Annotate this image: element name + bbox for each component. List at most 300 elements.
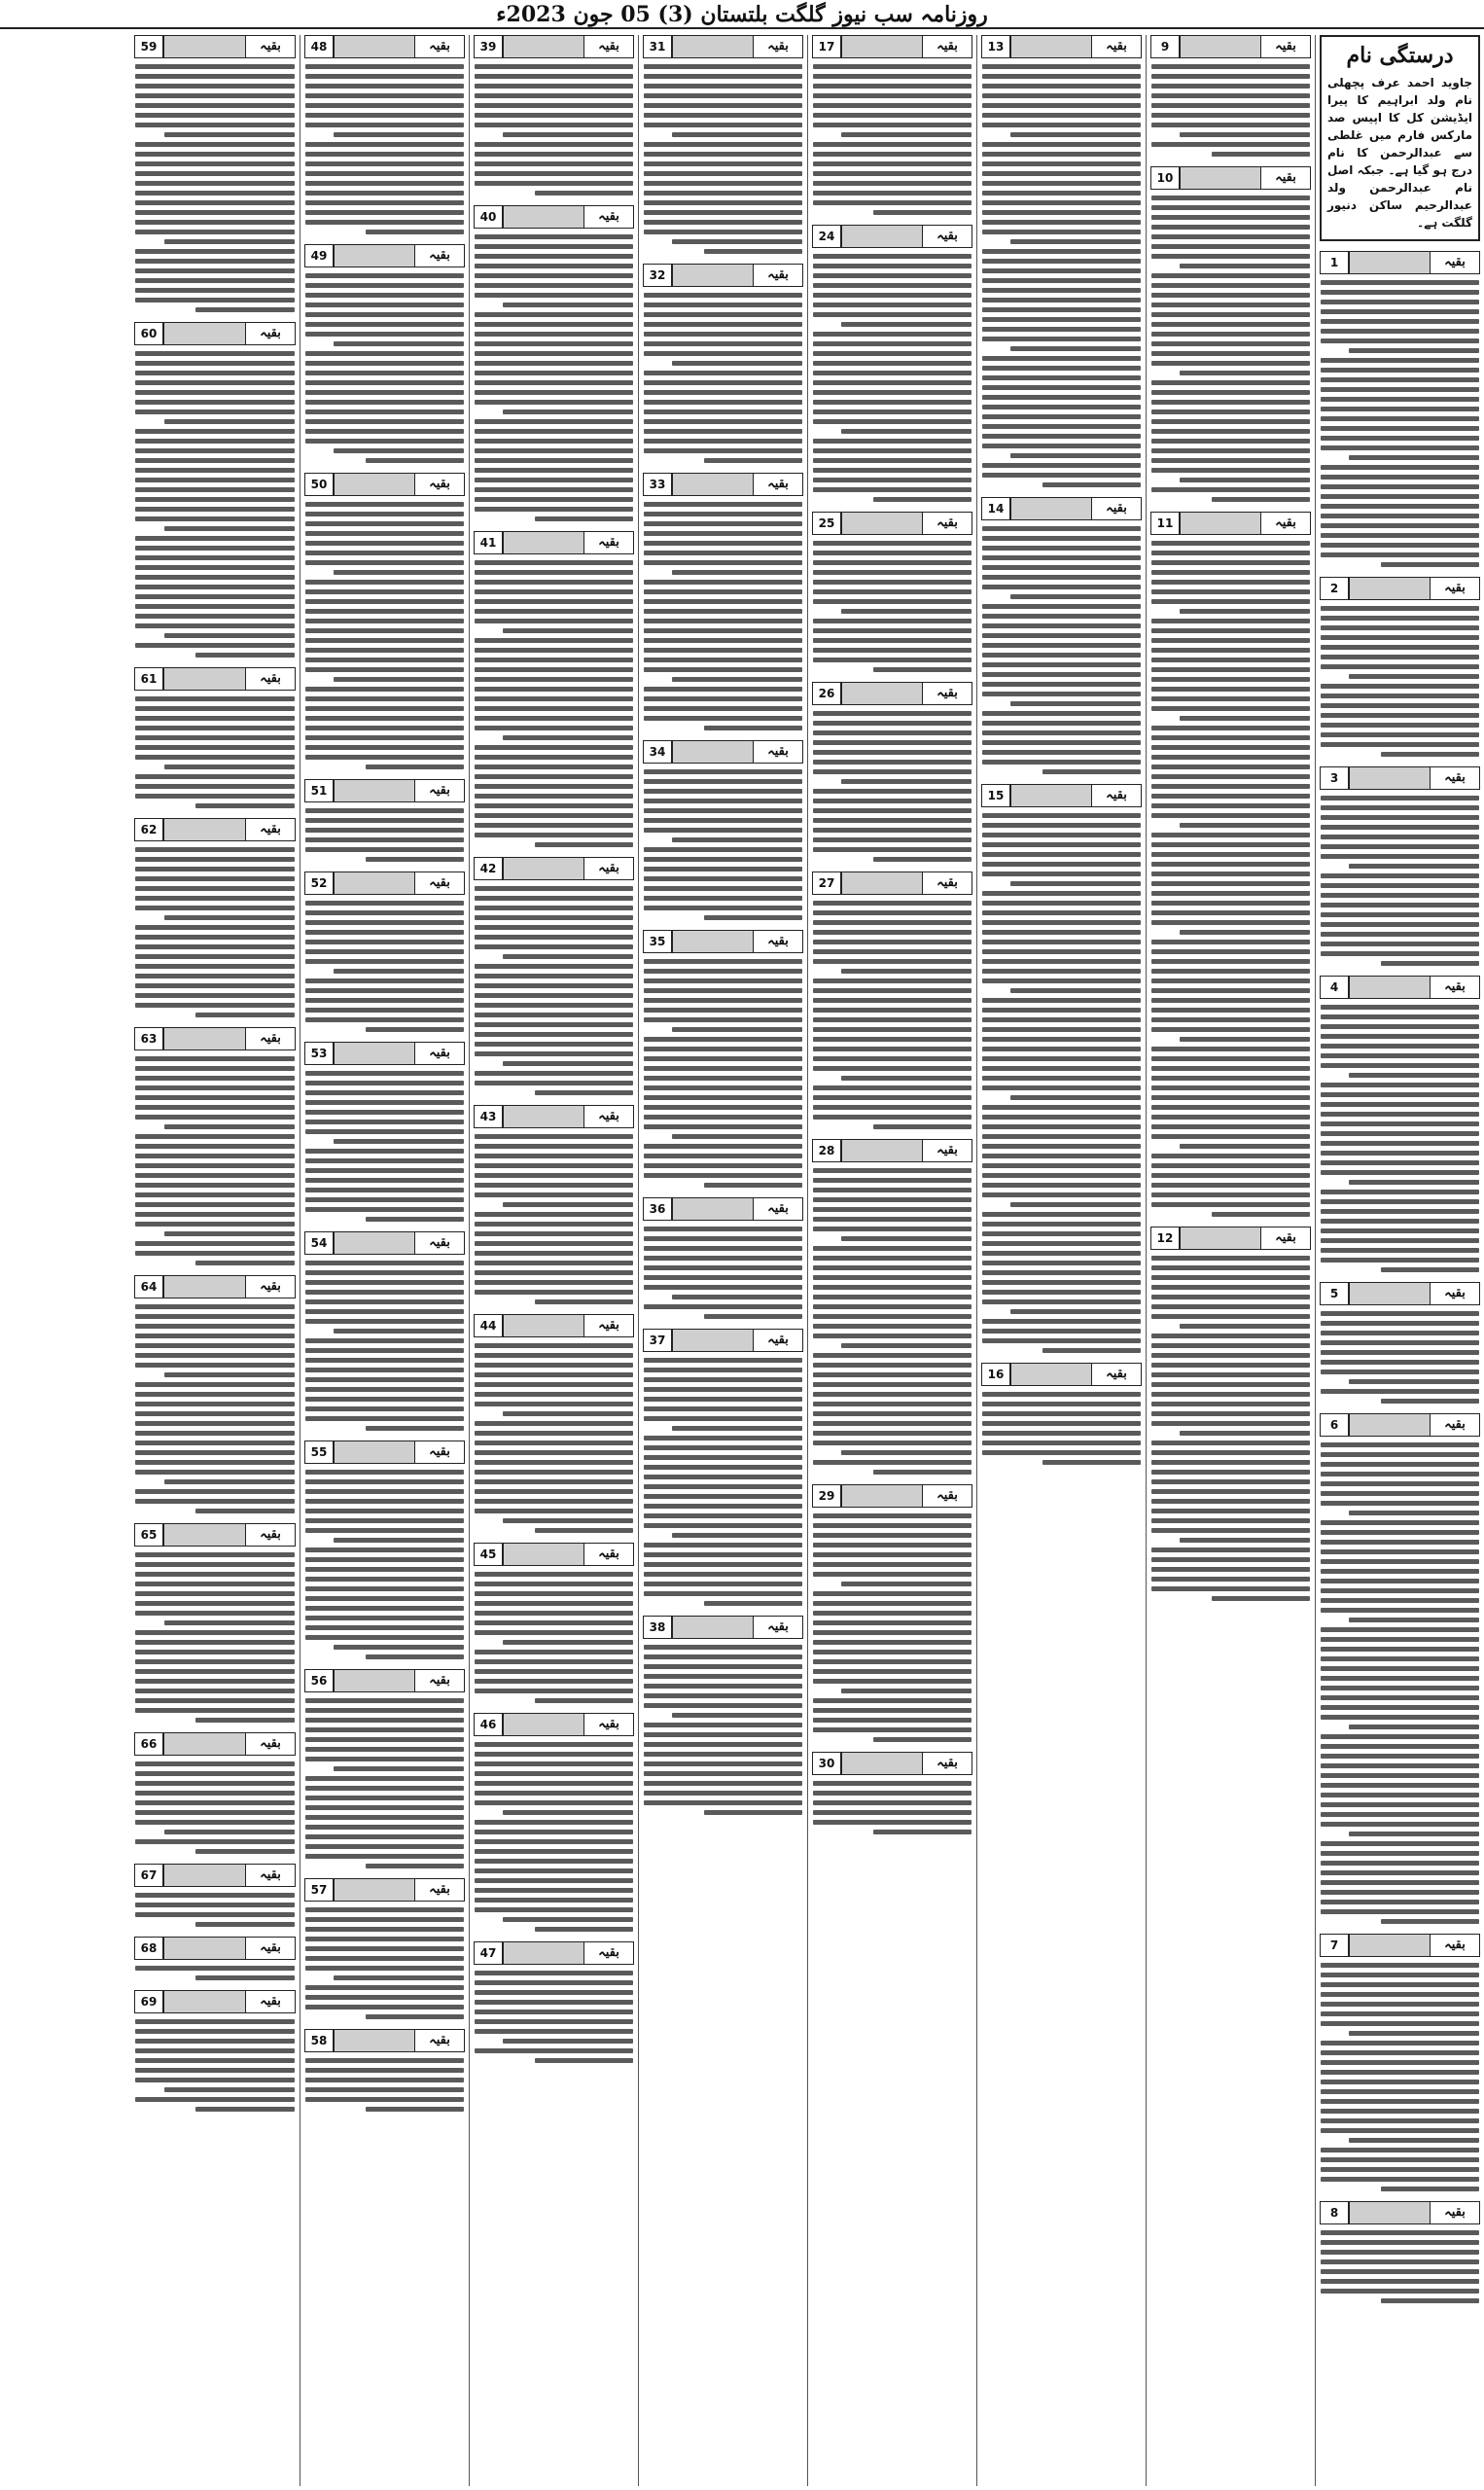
text-line	[813, 273, 972, 278]
text-line	[475, 803, 633, 808]
story-continuation	[474, 1543, 634, 1705]
story-header-bar	[672, 264, 753, 287]
story-continuation	[134, 1275, 296, 1515]
story-text-block	[474, 62, 634, 197]
text-line	[1151, 390, 1310, 395]
text-line	[982, 682, 1141, 687]
text-line	[644, 1056, 802, 1061]
text-line	[813, 978, 972, 983]
text-line	[1151, 988, 1310, 993]
text-line	[982, 64, 1141, 69]
text-line	[305, 1718, 464, 1723]
story-label: بقیہ	[1430, 766, 1480, 790]
text-line	[982, 662, 1141, 667]
text-line	[305, 84, 464, 89]
text-line	[1381, 2187, 1479, 2191]
text-line	[135, 1499, 295, 1504]
story-text-block	[134, 1964, 296, 1982]
text-line	[475, 1971, 633, 1975]
story-header	[304, 1042, 465, 1065]
text-line	[305, 1129, 464, 1134]
text-line	[1151, 687, 1310, 692]
story-text-block	[1320, 1003, 1480, 1274]
text-line	[135, 886, 295, 891]
text-line	[135, 1800, 295, 1805]
text-line	[982, 249, 1141, 254]
text-line	[1151, 113, 1310, 118]
story-number: 36	[643, 1197, 672, 1221]
text-line	[813, 1168, 972, 1173]
text-line	[135, 1650, 295, 1654]
text-line	[644, 1227, 802, 1231]
text-line	[1321, 1340, 1479, 1345]
text-line	[1151, 862, 1310, 867]
text-line	[164, 239, 295, 244]
text-line	[644, 171, 802, 176]
text-line	[366, 765, 464, 769]
text-line	[305, 142, 464, 147]
text-line	[1151, 1192, 1310, 1197]
text-line	[1321, 1754, 1479, 1759]
text-line	[813, 1523, 972, 1528]
text-line	[813, 1363, 972, 1368]
text-line	[135, 944, 295, 949]
text-line	[982, 833, 1141, 837]
text-line	[1321, 2240, 1479, 2245]
text-line	[644, 351, 802, 356]
text-line	[305, 2087, 464, 2092]
text-line	[305, 1547, 464, 1552]
text-line	[135, 113, 295, 118]
text-line	[813, 1066, 972, 1071]
story-label: بقیہ	[753, 473, 803, 496]
text-line	[1321, 796, 1479, 800]
text-line	[135, 1441, 295, 1445]
text-line	[1321, 1890, 1479, 1895]
text-line	[644, 779, 802, 784]
text-line	[475, 1212, 633, 1217]
story-header-bar	[334, 1042, 414, 1065]
text-line	[1151, 1489, 1310, 1494]
text-line	[1321, 2157, 1479, 2162]
story-continuation	[1150, 1227, 1311, 1603]
story-label: بقیہ	[414, 1669, 465, 1692]
text-line	[135, 1761, 295, 1766]
story-header-bar	[1349, 251, 1430, 274]
text-line	[704, 1314, 802, 1319]
text-line	[475, 1859, 633, 1864]
text-line	[1321, 732, 1479, 737]
text-line	[982, 123, 1141, 127]
text-line	[982, 395, 1141, 400]
text-line	[813, 648, 972, 653]
text-line	[135, 1163, 295, 1168]
story-number: 60	[134, 322, 163, 345]
text-line	[813, 74, 972, 79]
text-line	[535, 842, 633, 847]
text-line	[873, 1470, 972, 1475]
text-line	[982, 181, 1141, 186]
story-header	[134, 1523, 296, 1547]
text-line	[475, 1051, 633, 1056]
story-header-bar	[334, 779, 414, 802]
text-line	[813, 901, 972, 906]
text-line	[164, 132, 295, 137]
text-line	[704, 726, 802, 730]
story-header-bar	[334, 473, 414, 496]
text-line	[1151, 1411, 1310, 1416]
text-line	[813, 181, 972, 186]
text-line	[135, 1353, 295, 1358]
story-header-bar	[334, 1441, 414, 1464]
text-line	[1321, 1121, 1479, 1126]
text-line	[475, 1470, 633, 1475]
text-line	[982, 862, 1141, 867]
story-header	[134, 1990, 296, 2013]
story-label: بقیہ	[245, 1027, 296, 1050]
story-header-bar	[334, 35, 414, 58]
text-line	[813, 638, 972, 643]
text-line	[1321, 1900, 1479, 1904]
text-line	[535, 1927, 633, 1932]
text-line	[475, 1907, 633, 1912]
text-line	[1321, 1705, 1479, 1710]
text-line	[1321, 1501, 1479, 1506]
text-line	[1321, 835, 1479, 839]
story-label: بقیہ	[1430, 1282, 1480, 1305]
text-line	[1151, 1392, 1310, 1397]
text-line	[475, 497, 633, 502]
text-line	[135, 380, 295, 385]
text-line	[813, 103, 972, 108]
text-line	[813, 1810, 972, 1815]
text-line	[475, 478, 633, 482]
text-line	[475, 974, 633, 978]
text-line	[1349, 674, 1479, 679]
text-line	[135, 594, 295, 599]
text-line	[1321, 655, 1479, 659]
story-label: بقیہ	[1260, 512, 1311, 535]
text-line	[982, 842, 1141, 847]
text-line	[135, 1251, 295, 1256]
text-line	[1180, 1144, 1310, 1149]
story-header	[304, 1231, 465, 1255]
text-line	[1381, 2298, 1479, 2303]
text-line	[135, 487, 295, 492]
text-line	[1321, 1063, 1479, 1068]
story-label: بقیہ	[414, 779, 465, 802]
text-line	[813, 1017, 972, 1022]
text-line	[704, 1601, 802, 1606]
text-line	[305, 429, 464, 434]
text-line	[982, 366, 1141, 371]
text-line	[1321, 1666, 1479, 1671]
text-line	[813, 1115, 972, 1120]
text-line	[1321, 397, 1479, 402]
text-line	[503, 409, 633, 414]
text-line	[644, 1173, 802, 1178]
story-header-bar	[672, 1197, 753, 1221]
text-line	[1321, 883, 1479, 888]
text-line	[1321, 2089, 1479, 2094]
story-header-bar	[1180, 35, 1260, 58]
text-line	[305, 847, 464, 852]
story-label: بقیہ	[245, 322, 296, 345]
text-line	[305, 1747, 464, 1752]
text-line	[672, 361, 802, 366]
column-7	[300, 35, 469, 2486]
text-line	[982, 1299, 1141, 1304]
story-header	[812, 225, 972, 248]
story-text-block	[474, 558, 634, 849]
text-line	[475, 2019, 633, 2024]
text-line	[475, 1572, 633, 1577]
text-line	[1151, 842, 1310, 847]
story-label: بقیہ	[414, 1231, 465, 1255]
text-line	[1042, 1460, 1141, 1465]
text-line	[813, 940, 972, 944]
text-line	[982, 356, 1141, 361]
story-header	[981, 497, 1142, 520]
text-line	[1151, 1173, 1310, 1178]
story-number: 7	[1320, 1934, 1349, 1957]
text-line	[644, 390, 802, 395]
text-line	[873, 497, 972, 502]
story-header-bar	[163, 1732, 245, 1756]
text-line	[813, 200, 972, 205]
text-line	[305, 351, 464, 356]
text-line	[1321, 723, 1479, 728]
text-line	[305, 390, 464, 395]
text-line	[1349, 1511, 1479, 1515]
text-line	[644, 619, 802, 623]
text-line	[475, 1489, 633, 1494]
story-text-block	[981, 1390, 1142, 1467]
text-line	[135, 507, 295, 512]
text-line	[135, 1771, 295, 1776]
text-line	[135, 726, 295, 730]
text-line	[982, 220, 1141, 225]
text-line	[1321, 713, 1479, 718]
text-line	[982, 959, 1141, 964]
text-line	[644, 439, 802, 444]
text-line	[813, 1246, 972, 1251]
text-line	[1151, 234, 1310, 239]
text-line	[135, 1552, 295, 1557]
story-number: 43	[474, 1105, 503, 1128]
text-line	[475, 1392, 633, 1397]
text-line	[305, 959, 464, 964]
text-line	[305, 1635, 464, 1640]
text-line	[503, 1202, 633, 1207]
story-text-block	[812, 899, 972, 1131]
story-text-block	[474, 232, 634, 523]
story-header-bar	[334, 244, 414, 267]
text-line	[305, 123, 464, 127]
text-line	[644, 1761, 802, 1766]
text-line	[982, 653, 1141, 658]
text-line	[1321, 523, 1479, 528]
text-line	[475, 1742, 633, 1747]
text-line	[334, 1538, 464, 1543]
text-line	[475, 152, 633, 157]
text-line	[813, 1640, 972, 1645]
text-line	[982, 1173, 1141, 1178]
correction-notice	[1320, 35, 1480, 241]
text-line	[1321, 2002, 1479, 2007]
text-line	[1180, 371, 1310, 375]
text-line	[982, 74, 1141, 79]
text-line	[813, 1591, 972, 1596]
text-line	[305, 648, 464, 653]
text-line	[1151, 1314, 1310, 1319]
text-line	[644, 609, 802, 614]
text-line	[475, 1363, 633, 1368]
story-header	[304, 1441, 465, 1464]
text-line	[475, 1499, 633, 1504]
text-line	[1151, 1353, 1310, 1358]
text-line	[1321, 616, 1479, 621]
story-continuation	[304, 1669, 465, 1870]
story-header-bar	[841, 872, 922, 895]
text-line	[813, 730, 972, 735]
text-line	[1321, 2250, 1479, 2255]
text-line	[1321, 1559, 1479, 1564]
text-line	[475, 638, 633, 643]
text-line	[813, 1207, 972, 1212]
text-line	[1321, 1491, 1479, 1496]
story-label: بقیہ	[583, 1105, 634, 1128]
text-line	[195, 1922, 295, 1927]
story-text-block	[812, 1779, 972, 1836]
text-line	[305, 1197, 464, 1202]
text-line	[305, 1509, 464, 1513]
text-line	[1321, 1992, 1479, 1997]
text-line	[305, 1387, 464, 1392]
text-line	[982, 337, 1141, 341]
text-line	[135, 1173, 295, 1178]
text-line	[873, 667, 972, 672]
text-line	[982, 1290, 1141, 1295]
text-line	[813, 570, 972, 575]
text-line	[135, 1222, 295, 1227]
story-header	[1320, 1934, 1480, 1957]
story-header	[474, 1941, 634, 1965]
text-line	[1151, 1008, 1310, 1013]
text-line	[305, 1786, 464, 1791]
text-line	[1321, 1793, 1479, 1797]
text-line	[475, 1509, 633, 1513]
text-line	[644, 1066, 802, 1071]
story-header-bar	[1349, 2201, 1430, 2224]
text-line	[1151, 468, 1310, 473]
text-line	[1151, 1295, 1310, 1299]
text-line	[1151, 215, 1310, 220]
text-line	[1349, 2031, 1479, 2036]
text-line	[644, 181, 802, 186]
text-line	[475, 2029, 633, 2034]
text-line	[305, 302, 464, 307]
text-line	[475, 74, 633, 79]
text-line	[135, 1659, 295, 1664]
text-line	[1321, 552, 1479, 557]
story-header-bar	[334, 1231, 414, 1255]
text-line	[475, 1460, 633, 1465]
text-line	[982, 259, 1141, 264]
text-line	[305, 726, 464, 730]
story-continuation	[981, 784, 1142, 1355]
text-line	[644, 696, 802, 701]
text-line	[305, 1120, 464, 1124]
text-line	[982, 113, 1141, 118]
text-line	[1151, 891, 1310, 896]
text-line	[1010, 881, 1141, 886]
text-line	[135, 1582, 295, 1586]
text-line	[135, 516, 295, 521]
text-line	[305, 439, 464, 444]
story-header-bar	[503, 35, 583, 58]
text-line	[1151, 439, 1310, 444]
text-line	[135, 604, 295, 609]
text-line	[475, 142, 633, 147]
text-line	[982, 555, 1141, 560]
text-line	[135, 123, 295, 127]
text-line	[1321, 2080, 1479, 2084]
text-line	[813, 142, 972, 147]
story-continuation	[812, 225, 972, 504]
text-line	[135, 64, 295, 69]
story-text-block	[1150, 1254, 1311, 1603]
story-number: 69	[134, 1990, 163, 2013]
text-line	[475, 1611, 633, 1616]
text-line	[982, 920, 1141, 925]
text-line	[475, 964, 633, 969]
text-line	[813, 1650, 972, 1654]
text-line	[1180, 1431, 1310, 1436]
story-label: بقیہ	[1430, 2201, 1480, 2224]
text-line	[813, 580, 972, 585]
text-line	[813, 1630, 972, 1635]
text-line	[1321, 514, 1479, 518]
text-line	[164, 1620, 295, 1625]
text-line	[135, 259, 295, 264]
text-line	[475, 234, 633, 239]
story-header	[474, 1314, 634, 1337]
story-text-block	[134, 845, 296, 1019]
text-line	[475, 677, 633, 682]
text-line	[813, 930, 972, 935]
text-line	[135, 351, 295, 356]
story-number: 16	[981, 1363, 1010, 1386]
column-1	[1315, 35, 1484, 2486]
story-label: بقیہ	[414, 244, 465, 267]
text-line	[305, 371, 464, 375]
text-line	[982, 171, 1141, 176]
text-line	[135, 181, 295, 186]
text-line	[982, 1183, 1141, 1188]
story-header	[643, 1197, 803, 1221]
text-line	[1321, 1963, 1479, 1968]
text-line	[1321, 873, 1479, 878]
story-header	[474, 1105, 634, 1128]
story-header-bar	[163, 1864, 245, 1887]
text-line	[644, 857, 802, 862]
text-line	[1321, 903, 1479, 907]
text-line	[305, 400, 464, 405]
text-line	[644, 1445, 802, 1450]
story-header	[643, 930, 803, 953]
text-line	[1321, 1258, 1479, 1263]
